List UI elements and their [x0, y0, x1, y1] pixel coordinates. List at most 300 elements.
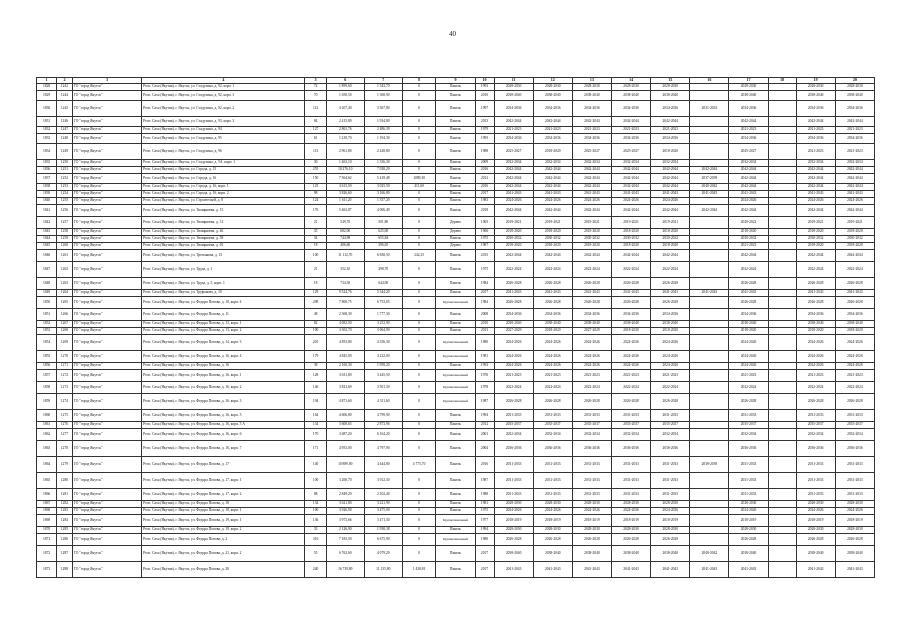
- table-cell: 2042-2044: [835, 174, 874, 184]
- table-cell: 2042-2044: [835, 250, 874, 262]
- table-cell: 625,00: [364, 229, 402, 236]
- table-cell: 1856: [37, 363, 57, 370]
- table-cell: 2031-2033: [835, 489, 874, 501]
- table-cell: 2038-2040: [729, 321, 768, 328]
- table-cell: 1271: [57, 363, 73, 370]
- table-cell: [768, 184, 796, 191]
- table-cell: 2021-2023: [651, 127, 690, 134]
- table-cell: [768, 91, 796, 101]
- table-cell: 30: [305, 160, 326, 167]
- table-cell: 2 961,80: [326, 144, 364, 160]
- table-cell: 164: [305, 410, 326, 422]
- table-cell: 146: [305, 382, 326, 394]
- table-cell: 2032-2034: [796, 429, 835, 441]
- table-cell: 1863: [37, 441, 57, 457]
- table-cell: 3 475,00: [364, 508, 402, 515]
- table-cell: [690, 236, 729, 243]
- table-cell: ГО "город Якутск": [72, 534, 141, 546]
- table-cell: [690, 335, 729, 351]
- table-cell: [690, 489, 729, 501]
- table-cell: 2031-2033: [494, 410, 533, 422]
- table-cell: 100: [305, 508, 326, 515]
- table-cell: 2024-2026: [494, 351, 533, 363]
- table-cell: 2032-2034: [572, 160, 611, 167]
- table-cell: 2035-2037: [835, 422, 874, 429]
- table-cell: 1979: [475, 127, 494, 134]
- table-cell: 0: [402, 243, 436, 250]
- table-cell: ГО "город Якутск": [72, 473, 141, 489]
- table-cell: 2022-2024: [835, 382, 874, 394]
- table-cell: 2042-2044: [494, 174, 533, 184]
- table-cell: 1836: [37, 167, 57, 174]
- table-cell: 2028-2030: [835, 84, 874, 91]
- table-cell: 2028-2030: [651, 501, 690, 508]
- table-cell: ГО "город Якутск": [72, 562, 141, 578]
- table-cell: 2042-2044: [651, 184, 690, 191]
- table-cell: 0: [402, 422, 436, 429]
- table-cell: 2024-2026: [835, 351, 874, 363]
- table-cell: 2031-2033: [796, 473, 835, 489]
- table-cell: 2042-2044: [651, 167, 690, 174]
- table-cell: 1988: [475, 489, 494, 501]
- table-cell: 2022-2024: [835, 262, 874, 278]
- table-cell: 1 899,60: [326, 84, 364, 91]
- table-cell: 2031-2033: [796, 489, 835, 501]
- table-cell: 2 368,30: [326, 309, 364, 321]
- table-cell: Крупнопанельный: [436, 382, 475, 394]
- table-cell: 2041-2043: [729, 290, 768, 297]
- table-cell: Респ. Саха (Якутия), г. Якутск, ул. Строда, д. 16, корп. 1: [142, 184, 305, 191]
- table-cell: 3 631,80: [326, 370, 364, 382]
- table-cell: Панель: [436, 363, 475, 370]
- table-cell: 3 926,90: [326, 508, 364, 515]
- table-cell: 2021-2023: [572, 127, 611, 134]
- table-cell: [690, 217, 729, 229]
- table-cell: 2022-2024: [572, 382, 611, 394]
- table-cell: 2026-2028: [835, 278, 874, 290]
- table-cell: Респ. Саха (Якутия), г. Якутск, ул. Федора Попова, д. 11: [142, 309, 305, 321]
- table-cell: 2028-2030: [729, 527, 768, 534]
- table-row: [37, 127, 875, 134]
- table-cell: 2042-2044: [612, 250, 651, 262]
- table-cell: 2018-2020: [651, 243, 690, 250]
- table-cell: 2026-2028: [533, 534, 572, 546]
- table-cell: 4 606,80: [326, 410, 364, 422]
- table-cell: ГО "город Якутск": [72, 501, 141, 508]
- table-cell: 1276: [57, 422, 73, 429]
- table-row: [37, 290, 875, 297]
- table-cell: 0: [402, 489, 436, 501]
- table-cell: 2017: [475, 191, 494, 198]
- table-cell: 2038-2040: [651, 91, 690, 101]
- table-cell: 2024-2026: [612, 508, 651, 515]
- table-cell: 1 194,30: [364, 134, 402, 144]
- table-cell: 2022-2024: [572, 262, 611, 278]
- table-cell: 1843: [37, 229, 57, 236]
- table-cell: 2026-2028: [494, 534, 533, 546]
- table-cell: 2022-2024: [651, 382, 690, 394]
- table-cell: 2034-2036: [729, 134, 768, 144]
- table-cell: 2036-2036: [835, 441, 874, 457]
- table-cell: 2030-2032: [835, 236, 874, 243]
- table-cell: 1868: [37, 508, 57, 515]
- table-cell: 2038-2040: [835, 321, 874, 328]
- table-cell: 2027-2029: [494, 328, 533, 335]
- table-cell: Респ. Саха (Якутия), г. Якутск, ул. Тимирязева, д. 65: [142, 243, 305, 250]
- table-cell: 2024-2026: [612, 351, 651, 363]
- table-cell: [768, 144, 796, 160]
- table-cell: 2024-2026: [729, 198, 768, 205]
- table-cell: 2038-2040: [835, 546, 874, 562]
- table-cell: [768, 236, 796, 243]
- table-cell: ГО "город Якутск": [72, 144, 141, 160]
- table-cell: 2042-2044: [572, 184, 611, 191]
- table-cell: 3 687,20: [326, 429, 364, 441]
- table-cell: 2031-2033: [796, 457, 835, 473]
- table-cell: 2022-2024: [533, 382, 572, 394]
- table-cell: 2036-2036: [612, 441, 651, 457]
- table-row: [37, 534, 875, 546]
- table-cell: 2024-2026: [494, 198, 533, 205]
- table-cell: [768, 534, 796, 546]
- table-cell: 6 675,90: [364, 534, 402, 546]
- table-cell: [690, 198, 729, 205]
- table-cell: 2042-2044: [533, 117, 572, 127]
- table-cell: 1975: [475, 236, 494, 243]
- table-cell: ГО "город Якутск": [72, 297, 141, 309]
- column-header: 3: [72, 78, 141, 84]
- table-cell: 2028-2030: [533, 84, 572, 91]
- table-cell: 2041-2043: [835, 562, 874, 578]
- table-cell: 2042-2044: [651, 205, 690, 217]
- table-cell: [768, 527, 796, 534]
- table-cell: 1839: [37, 191, 57, 198]
- table-cell: 3 260,70: [326, 473, 364, 489]
- table-body: [37, 84, 875, 578]
- table-cell: 2042-2044: [835, 184, 874, 191]
- table-cell: 1260: [57, 243, 73, 250]
- table-row: [37, 184, 875, 191]
- table-cell: 2028-2030: [729, 501, 768, 508]
- table-cell: 1980: [475, 335, 494, 351]
- table-cell: 2 126,90: [326, 527, 364, 534]
- table-cell: ГО "город Якутск": [72, 236, 141, 243]
- table-cell: 1869: [37, 515, 57, 527]
- table-cell: ГО "город Якутск": [72, 127, 141, 134]
- table-cell: 2041-2043: [651, 191, 690, 198]
- table-cell: 2025-2027: [612, 144, 651, 160]
- table-cell: 1286: [57, 534, 73, 546]
- table-cell: 2026-2028: [835, 297, 874, 309]
- table-cell: 2042-2044: [612, 167, 651, 174]
- table-cell: 2018-2020: [835, 328, 874, 335]
- table-cell: 0: [402, 328, 436, 335]
- table-cell: Респ. Саха (Якутия), г. Якутск, ул. Стадухина, д. 93, корп. 3: [142, 117, 305, 127]
- table-cell: 194: [305, 394, 326, 410]
- table-cell: 2024-2026: [572, 363, 611, 370]
- table-cell: 10 276,10: [326, 167, 364, 174]
- table-cell: Крупнопанельный: [436, 534, 475, 546]
- table-cell: [768, 217, 796, 229]
- table-cell: 2026-2028: [612, 278, 651, 290]
- table-cell: 0: [402, 441, 436, 457]
- table-cell: 2035-2037: [494, 422, 533, 429]
- table-cell: 1255: [57, 198, 73, 205]
- table-cell: 1862: [37, 429, 57, 441]
- table-cell: Панель: [436, 101, 475, 117]
- table-cell: [768, 508, 796, 515]
- table-row: [37, 278, 875, 290]
- table-cell: 2031-2033: [835, 410, 874, 422]
- table-cell: 2028-2030: [612, 527, 651, 534]
- table-cell: 3 471,30: [364, 515, 402, 527]
- table-cell: 2026-2028: [572, 297, 611, 309]
- table-cell: [690, 410, 729, 422]
- table-cell: 0: [402, 262, 436, 278]
- table-cell: 2042-2044: [796, 117, 835, 127]
- table-cell: 1242: [57, 84, 73, 91]
- table-cell: 2021-2023: [572, 370, 611, 382]
- table-cell: 2041-2043: [533, 290, 572, 297]
- table-cell: 2021-2023: [612, 370, 651, 382]
- table-cell: 2031-2033: [796, 410, 835, 422]
- table-cell: 2030-2032: [572, 236, 611, 243]
- table-cell: 2031-2033: [533, 410, 572, 422]
- table-cell: Панель: [436, 127, 475, 134]
- table-cell: 4 232,00: [364, 351, 402, 363]
- table-cell: 2024-2026: [494, 363, 533, 370]
- table-row: [37, 217, 875, 229]
- table-cell: Респ. Саха (Якутия), г. Якутск, ул. Федора Попова, д. 17, корп. 1: [142, 473, 305, 489]
- table-cell: 1846: [37, 250, 57, 262]
- table-cell: 1280: [57, 473, 73, 489]
- table-cell: 1872: [37, 546, 57, 562]
- table-cell: 2026-2028: [729, 394, 768, 410]
- table-cell: 2021-2023: [729, 243, 768, 250]
- table-cell: [690, 84, 729, 91]
- table-cell: Панель: [436, 278, 475, 290]
- table-cell: 1994: [475, 527, 494, 534]
- table-cell: 2042-2044: [690, 167, 729, 174]
- table-cell: 1264: [57, 290, 73, 297]
- table-cell: 2028-2030: [835, 527, 874, 534]
- column-header: 8: [402, 78, 436, 84]
- table-cell: ГО "город Якутск": [72, 262, 141, 278]
- table-cell: 1871: [37, 534, 57, 546]
- table-cell: 0: [402, 321, 436, 328]
- table-cell: 1 958,20: [364, 363, 402, 370]
- table-cell: [768, 243, 796, 250]
- table-cell: Респ. Саха (Якутия), г. Якутск, ул. Строительей, д. 8: [142, 198, 305, 205]
- column-header: 15: [651, 78, 690, 84]
- table-cell: 2032-2034: [729, 160, 768, 167]
- table-cell: 2035-2037: [651, 422, 690, 429]
- table-cell: 82: [305, 321, 326, 328]
- table-cell: Панель: [436, 489, 475, 501]
- table-cell: 2042-2044: [835, 205, 874, 217]
- table-row: [37, 229, 875, 236]
- table-row: [37, 160, 875, 167]
- table-cell: 2031-2033: [533, 473, 572, 489]
- table-cell: 2018-2020: [835, 243, 874, 250]
- table-cell: 2031-2033: [729, 473, 768, 489]
- table-cell: 2042-2044: [612, 174, 651, 184]
- table-cell: 2032-2034: [533, 429, 572, 441]
- table-cell: 140: [305, 457, 326, 473]
- table-cell: 2031-2033: [612, 473, 651, 489]
- table-cell: 7 806,75: [326, 297, 364, 309]
- table-cell: Панель: [436, 501, 475, 508]
- table-cell: 2018-2020: [533, 144, 572, 160]
- table-cell: 2022-2024: [612, 382, 651, 394]
- table-cell: Респ. Саха (Якутия), г. Якутск, ул. Федора Попова, д. 16, корп. 7: [142, 441, 305, 457]
- table-row: [37, 394, 875, 410]
- table-cell: 3 221,90: [364, 501, 402, 508]
- table-cell: 1 357,20: [364, 198, 402, 205]
- table-cell: 2018-2020: [651, 144, 690, 160]
- table-cell: [690, 278, 729, 290]
- table-cell: 2042-2044: [651, 250, 690, 262]
- table-cell: 1832: [37, 127, 57, 134]
- table-cell: 2042-2044: [835, 117, 874, 127]
- table-cell: ГО "город Якутск": [72, 91, 141, 101]
- table-cell: 4 853,80: [326, 335, 364, 351]
- table-cell: 2017: [475, 562, 494, 578]
- table-cell: 2018-2019: [796, 515, 835, 527]
- table-cell: [768, 250, 796, 262]
- table-cell: 2028-2030: [572, 527, 611, 534]
- table-cell: Респ. Саха (Якутия), г. Якутск, ул. Тимирязева, д. 15: [142, 205, 305, 217]
- table-cell: 2022-2024: [729, 382, 768, 394]
- table-cell: 2042-2044: [612, 117, 651, 127]
- table-cell: [690, 508, 729, 515]
- table-cell: 2024-2026: [651, 363, 690, 370]
- table-cell: ГО "город Якутск": [72, 546, 141, 562]
- table-cell: 2022-2024: [494, 262, 533, 278]
- table-cell: 2024-2026: [729, 335, 768, 351]
- table-cell: 2025-2027: [572, 144, 611, 160]
- table-cell: 2018-2020: [651, 328, 690, 335]
- table-cell: 2026-2028: [796, 297, 835, 309]
- table-cell: 1248: [57, 134, 73, 144]
- table-cell: 2024-2026: [612, 335, 651, 351]
- table-cell: 2031-2033: [651, 489, 690, 501]
- table-cell: 1 543,70: [364, 84, 402, 91]
- table-cell: 549,70: [326, 217, 364, 229]
- table-cell: 2018-2020: [533, 243, 572, 250]
- table-cell: ГО "город Якутск": [72, 205, 141, 217]
- table-cell: 2024-2026: [651, 508, 690, 515]
- table-cell: 21: [305, 262, 326, 278]
- table-row: [37, 501, 875, 508]
- table-cell: 3 012,30: [364, 473, 402, 489]
- table-cell: 0: [402, 101, 436, 117]
- table-cell: 2034-2036: [572, 309, 611, 321]
- table-cell: 2026-2028: [494, 297, 533, 309]
- table-cell: [690, 441, 729, 457]
- table-cell: 2040-2042: [690, 546, 729, 562]
- table-cell: 2013: [475, 328, 494, 335]
- table-cell: 2018: [475, 205, 494, 217]
- table-cell: 2038-2040: [796, 546, 835, 562]
- table-cell: 2018-2020: [796, 229, 835, 236]
- table-cell: 2028-2030: [612, 84, 651, 91]
- table-cell: 240: [305, 562, 326, 578]
- table-cell: 406,60: [326, 243, 364, 250]
- table-row: [37, 422, 875, 429]
- table-cell: 1984: [475, 278, 494, 290]
- table-cell: 2042-2044: [533, 205, 572, 217]
- table-cell: Респ. Саха (Якутия), г. Якутск, ул. Третьякова, д. 15: [142, 250, 305, 262]
- table-cell: 2042-2044: [612, 205, 651, 217]
- table-cell: 2026-2028: [572, 278, 611, 290]
- table-cell: Респ. Саха (Якутия), г. Якутск, ул. Федора Попова, д. 16: [142, 363, 305, 370]
- table-cell: [690, 515, 729, 527]
- table-cell: 2024-2026: [729, 363, 768, 370]
- table-cell: 2024-2026: [651, 335, 690, 351]
- table-cell: 2030-2032: [612, 236, 651, 243]
- table-cell: 2018-2020: [533, 328, 572, 335]
- table-cell: 98: [305, 191, 326, 198]
- table-cell: 1270: [57, 351, 73, 363]
- table-cell: 2042-2044: [572, 167, 611, 174]
- table-cell: Респ. Саха (Якутия), г. Якутск, ул. Труфанова, д. 10: [142, 290, 305, 297]
- table-cell: [690, 394, 729, 410]
- column-header: 2: [57, 78, 73, 84]
- table-cell: 2036-2036: [729, 441, 768, 457]
- table-row: [37, 297, 875, 309]
- table-row: [37, 250, 875, 262]
- table-cell: 1981: [475, 501, 494, 508]
- table-cell: [768, 229, 796, 236]
- table-cell: 2019-2021: [796, 217, 835, 229]
- table-cell: 2024-2026: [835, 335, 874, 351]
- table-cell: 2026-2028: [612, 534, 651, 546]
- table-cell: 1829: [37, 91, 57, 101]
- table-cell: 2018-2020: [572, 243, 611, 250]
- table-row: [37, 351, 875, 363]
- table-cell: 2032-2034: [796, 160, 835, 167]
- table-cell: 2021-2023: [533, 370, 572, 382]
- table-cell: Панель: [436, 410, 475, 422]
- table-cell: 3 821,69: [326, 382, 364, 394]
- table-cell: Респ. Саха (Якутия), г. Якутск, ул. Федора Попова, д. 17: [142, 457, 305, 473]
- table-cell: [768, 457, 796, 473]
- table-cell: ГО "город Якутск": [72, 229, 141, 236]
- table-cell: 2016: [475, 184, 494, 191]
- table-cell: 2024-2026: [494, 335, 533, 351]
- table-cell: 1 658,50: [326, 91, 364, 101]
- table-cell: Респ. Саха (Якутия), г. Якутск, ул. Федора Попова, д. 10, корп. 4: [142, 297, 305, 309]
- table-cell: 2042-2044: [796, 167, 835, 174]
- table-cell: [768, 198, 796, 205]
- table-cell: 2024-2026: [835, 198, 874, 205]
- table-cell: ГО "город Якутск": [72, 410, 141, 422]
- table-cell: Респ. Саха (Якутия), г. Якутск, ул. Федора Попова, д. 17, корп. 2: [142, 489, 305, 501]
- table-cell: 1864: [37, 457, 57, 473]
- table-row: [37, 198, 875, 205]
- table-row: [37, 117, 875, 127]
- table-cell: 4 444,80: [364, 457, 402, 473]
- table-cell: [768, 127, 796, 134]
- table-cell: 1861: [37, 422, 57, 429]
- table-cell: 2042-2044: [533, 250, 572, 262]
- table-cell: 2024-2026: [533, 198, 572, 205]
- table-cell: Панель: [436, 457, 475, 473]
- table-cell: 2035-2037: [612, 422, 651, 429]
- table-cell: 1847: [37, 262, 57, 278]
- column-header: 12: [533, 78, 572, 84]
